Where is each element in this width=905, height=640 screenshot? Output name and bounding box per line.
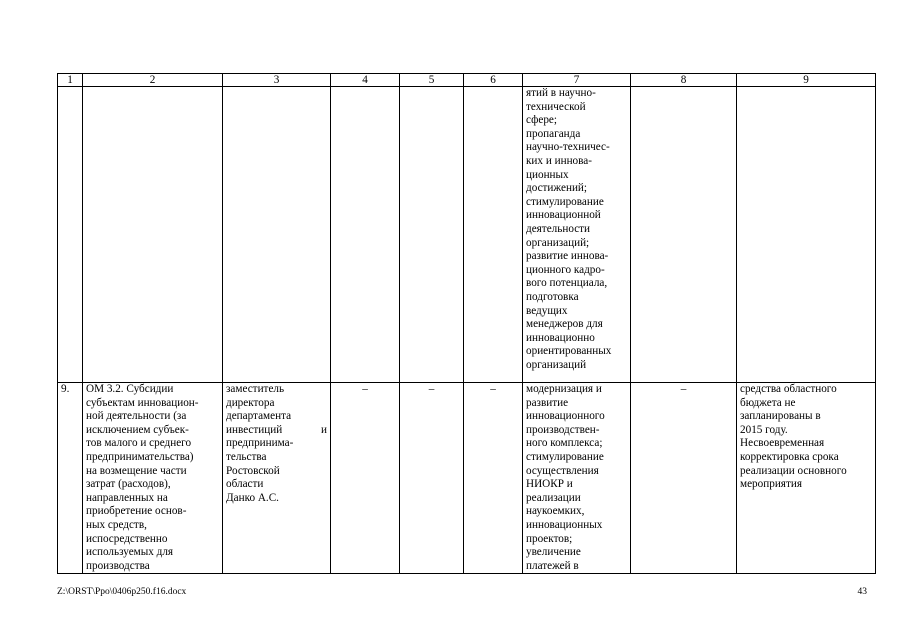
cell-empty	[83, 87, 223, 383]
status-note: средства областного бюджета не запланированы в 2015 году. Несвоевременная корректировка срока реализации основного мероприятия	[737, 383, 876, 574]
table-row-continuation	[58, 87, 876, 383]
responsible-dept-conj: и	[321, 423, 327, 436]
cell-empty	[464, 87, 523, 383]
responsible-person	[223, 383, 331, 574]
cell-empty	[737, 87, 876, 383]
measure-description: ОМ 3.2. Субсидии субъектам инновацион- ной деятельности (за исключением субъек- тов малого и среднего предпринимательства) на возмещение части затрат (расходов), направленных на приобретение основ- ных средств, испосредственно используемых для производства	[83, 383, 223, 574]
header-cell-5: 5	[400, 74, 464, 87]
cell-empty	[400, 87, 464, 383]
cell-empty	[631, 87, 737, 383]
footer-file-path: Z:\ORST\Ppo\0406p250.f16.docx	[57, 587, 187, 597]
cell-empty	[58, 87, 83, 383]
cell-dash: –	[464, 383, 523, 574]
responsible-name: предпринима- тельства Ростовской области Данко А.С.	[226, 437, 294, 504]
header-cell-7: 7	[523, 74, 631, 87]
responsible-title: заместитель директора департамента	[226, 383, 292, 423]
header-cell-1: 1	[58, 74, 83, 87]
cell-empty	[223, 87, 331, 383]
header-cell-6: 6	[464, 74, 523, 87]
responsible-dept-line	[226, 424, 327, 438]
table-header-row	[58, 74, 876, 87]
cell-dash: –	[331, 383, 400, 574]
measures-table	[57, 73, 876, 574]
header-cell-8: 8	[631, 74, 737, 87]
header-cell-9: 9	[737, 74, 876, 87]
cell-goals-continued: ятий в научно- технической сфере; пропаганда научно-техничес- ких и иннова- ционных достижений; стимулирование инновационной деятельности организаций; развитие иннова- ционного кадро- вого потенциала, подготовка ведущих менеджеров для инновационно ориентированных организаций	[523, 87, 631, 383]
table-row-9	[58, 383, 876, 574]
expected-results: модернизация и развитие инновационного производствен- ного комплекса; стимулирование осуществления НИОКР и реализации наукоемких, инновационных проектов; увеличение платежей в	[523, 383, 631, 574]
header-cell-4: 4	[331, 74, 400, 87]
cell-dash: –	[400, 383, 464, 574]
cell-dash: –	[631, 383, 737, 574]
responsible-dept-word: инвестиций	[226, 423, 283, 436]
footer-page-number: 43	[857, 587, 867, 597]
header-cell-3: 3	[223, 74, 331, 87]
row-number: 9.	[58, 383, 83, 574]
cell-empty	[331, 87, 400, 383]
header-cell-2: 2	[83, 74, 223, 87]
